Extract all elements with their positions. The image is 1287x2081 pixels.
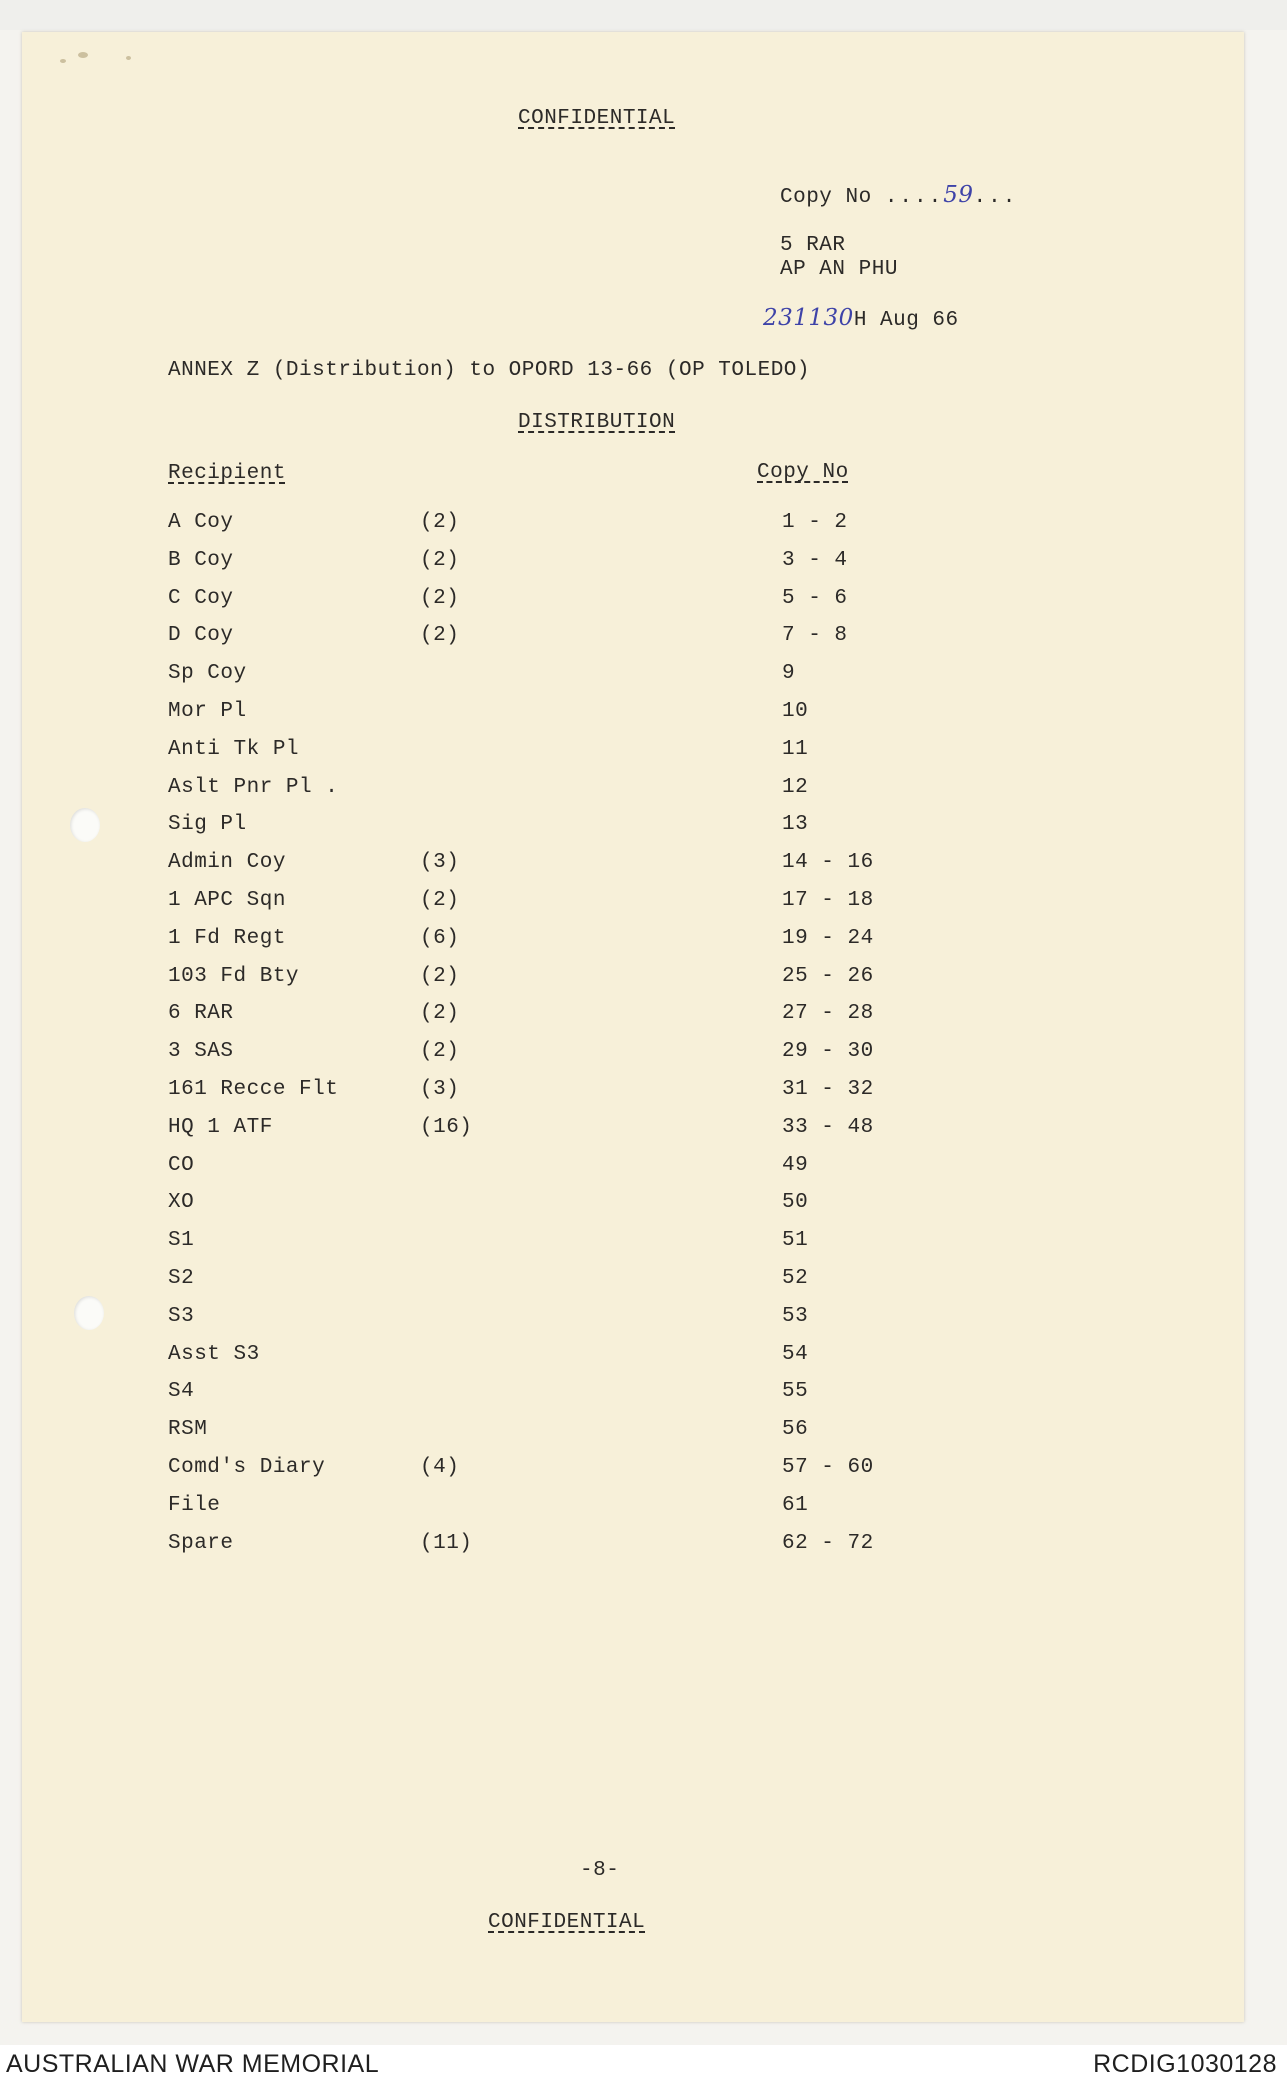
distribution-row — [168, 1117, 908, 1147]
recipient-name: 161 Recce Flt — [168, 1078, 339, 1101]
copy-count: (4) — [420, 1456, 460, 1479]
recipient-name: D Coy — [168, 624, 234, 648]
copy-range: 56 — [782, 1418, 809, 1442]
copy-range: 54 — [782, 1342, 809, 1366]
recipient-name: C Coy — [168, 586, 234, 610]
recipient-name: 3 SAS — [168, 1040, 234, 1064]
copy-range: 55 — [782, 1380, 809, 1404]
recipient-name: B Coy — [168, 548, 234, 572]
archive-reference: RCDIG1030128 — [1093, 2050, 1277, 2078]
copy-count: (3) — [420, 851, 460, 875]
punch-hole-lower — [74, 1296, 104, 1330]
copy-range: 5 - 6 — [782, 586, 848, 610]
paper-smudge — [60, 59, 66, 63]
distribution-row — [168, 1155, 908, 1185]
copy-number-dots: .... — [884, 186, 944, 209]
copy-range: 3 - 4 — [782, 548, 848, 572]
copy-range: 11 — [782, 737, 809, 761]
recipient-name: Admin Coy — [168, 851, 286, 875]
distribution-row — [168, 1457, 908, 1487]
copy-count: (6) — [420, 926, 460, 950]
copy-count: (2) — [420, 586, 460, 610]
recipient-name: 1 APC Sqn — [168, 889, 286, 912]
issuing-location: AP AN PHU — [780, 258, 898, 281]
paper-smudge — [78, 52, 88, 58]
recipient-name: Sig Pl — [168, 813, 247, 837]
distribution-row — [168, 1230, 908, 1260]
copy-range: 51 — [782, 1229, 809, 1253]
copy-range: 27 - 28 — [782, 1002, 874, 1026]
scan-top-strip — [0, 0, 1287, 30]
distribution-row — [168, 1533, 908, 1563]
copy-count: (11) — [420, 1531, 473, 1555]
recipient-name: A Coy — [168, 511, 234, 534]
distribution-row — [168, 1344, 908, 1374]
distribution-row — [168, 1419, 908, 1449]
copy-range: 17 - 18 — [782, 889, 874, 912]
distribution-row — [168, 1381, 908, 1411]
recipient-name: 103 Fd Bty — [168, 964, 300, 988]
copy-count: (2) — [420, 1040, 460, 1064]
copy-range: 52 — [782, 1267, 809, 1290]
distribution-row — [168, 1079, 908, 1109]
recipient-name: S2 — [168, 1267, 195, 1290]
distribution-row — [168, 512, 908, 542]
distribution-row — [168, 890, 908, 920]
copy-range: 7 - 8 — [782, 624, 848, 648]
date-time-group — [763, 307, 959, 331]
distribution-row — [168, 814, 908, 844]
recipient-name: RSM — [168, 1418, 208, 1442]
copy-number-dots-trailing: ... — [973, 186, 1018, 209]
punch-hole-upper — [70, 808, 100, 842]
copy-range: 14 - 16 — [782, 851, 874, 875]
recipient-name: S1 — [168, 1229, 195, 1253]
copy-range: 19 - 24 — [782, 926, 874, 950]
copy-count: (16) — [420, 1115, 473, 1139]
recipient-name: Comd's Diary — [168, 1456, 326, 1479]
recipient-name: Anti Tk Pl — [168, 737, 300, 761]
recipient-name: Sp Coy — [168, 662, 247, 686]
paper-smudge — [126, 56, 131, 60]
copy-range: 57 - 60 — [782, 1456, 874, 1479]
copy-count: (2) — [420, 548, 460, 572]
copy-range: 25 - 26 — [782, 964, 874, 988]
distribution-row — [168, 1268, 908, 1298]
copy-range: 12 — [782, 775, 809, 799]
recipient-name: Mor Pl — [168, 700, 247, 723]
column-header-recipient: Recipient — [168, 462, 286, 485]
recipient-name: Asst S3 — [168, 1342, 260, 1366]
copy-range: 9 — [782, 662, 796, 686]
copy-count: (2) — [420, 964, 460, 988]
copy-range: 10 — [782, 700, 809, 723]
distribution-row — [168, 550, 908, 580]
dtg-handwritten: 231130 — [763, 305, 854, 331]
issuing-unit: 5 RAR — [780, 234, 846, 257]
column-header-copy-no: Copy No — [757, 461, 849, 484]
recipient-name: XO — [168, 1191, 195, 1215]
copy-number-label: Copy No — [780, 186, 872, 209]
distribution-row — [168, 1306, 908, 1336]
copy-range: 49 — [782, 1153, 809, 1177]
distribution-row — [168, 966, 908, 996]
recipient-name: S4 — [168, 1380, 195, 1404]
copy-count: (2) — [420, 1002, 460, 1026]
distribution-row — [168, 928, 908, 958]
recipient-name: HQ 1 ATF — [168, 1115, 273, 1139]
copy-number-handwritten: 59 — [943, 182, 974, 208]
distribution-row — [168, 1041, 908, 1071]
copy-range: 53 — [782, 1304, 809, 1328]
page-number: -8- — [580, 1859, 620, 1882]
archive-footer — [0, 2045, 1287, 2081]
annex-title: ANNEX Z (Distribution) to OPORD 13-66 (OP TOLEDO) — [168, 359, 811, 382]
distribution-row — [168, 663, 908, 693]
copy-number-line — [780, 184, 1017, 208]
archive-name: AUSTRALIAN WAR MEMORIAL — [6, 2050, 380, 2078]
copy-range: 31 - 32 — [782, 1078, 874, 1101]
distribution-row — [168, 1003, 908, 1033]
distribution-row — [168, 701, 908, 731]
distribution-row — [168, 1495, 908, 1525]
recipient-name: 6 RAR — [168, 1002, 234, 1026]
recipient-name: File — [168, 1493, 221, 1517]
copy-count: (2) — [420, 889, 460, 912]
copy-range: 33 - 48 — [782, 1115, 874, 1139]
copy-range: 13 — [782, 813, 809, 837]
copy-count: (3) — [420, 1078, 460, 1101]
recipient-name: Aslt Pnr Pl . — [168, 775, 339, 799]
copy-range: 50 — [782, 1191, 809, 1215]
copy-range: 1 - 2 — [782, 511, 848, 534]
distribution-row — [168, 588, 908, 618]
copy-count: (2) — [420, 624, 460, 648]
recipient-name: 1 Fd Regt — [168, 926, 286, 950]
dtg-suffix: H Aug 66 — [853, 309, 959, 332]
classification-footer: CONFIDENTIAL — [488, 1911, 646, 1934]
copy-range: 62 - 72 — [782, 1531, 874, 1555]
distribution-row — [168, 625, 908, 655]
copy-range: 61 — [782, 1493, 809, 1517]
distribution-row — [168, 1192, 908, 1222]
copy-count: (2) — [420, 511, 460, 534]
recipient-name: S3 — [168, 1304, 195, 1328]
distribution-heading: DISTRIBUTION — [518, 411, 676, 434]
classification-header: CONFIDENTIAL — [518, 107, 676, 130]
recipient-name: Spare — [168, 1531, 234, 1555]
distribution-row — [168, 777, 908, 807]
distribution-row — [168, 852, 908, 882]
copy-range: 29 - 30 — [782, 1040, 874, 1064]
recipient-name: CO — [168, 1153, 195, 1177]
distribution-row — [168, 739, 908, 769]
